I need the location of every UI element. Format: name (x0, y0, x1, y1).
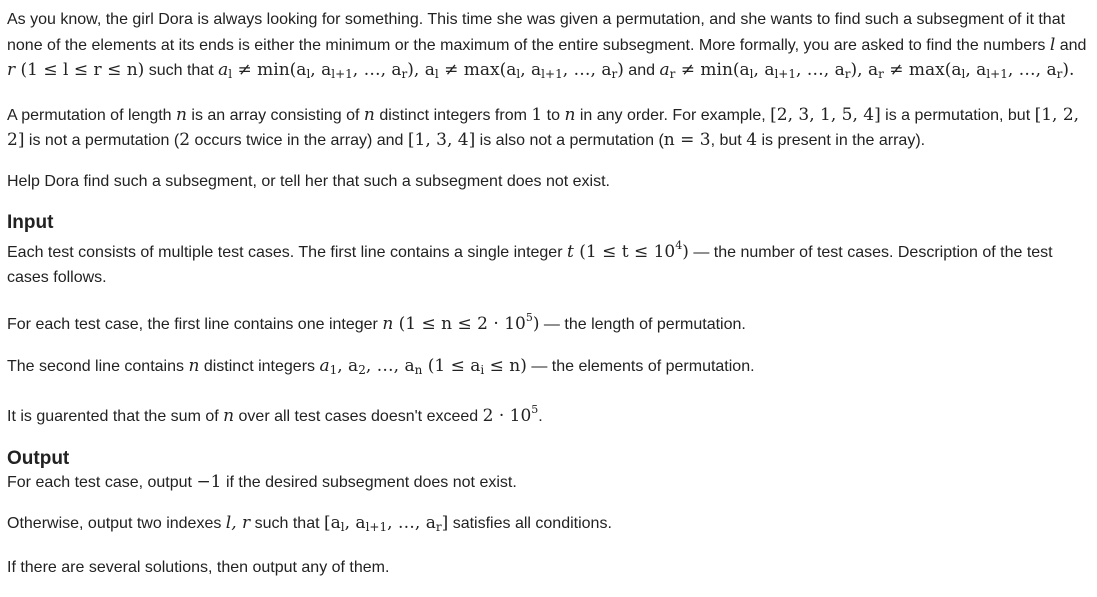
input-paragraph-4: It is guarented that the sum of n over all test cases doesn't exceed $2 \cdot 10^5$. (7, 403, 543, 426)
statement-paragraph-3: Help Dora find such a subsegment, or tell her that such a subsegment does not exist. (7, 172, 610, 190)
statement-paragraph-2: A permutation of length n is an array consisting of n distinct integers from 1 to n in any order. For example, [2, 3, 1, 5, 4] is a permutation, but [1, 2, 2] is not a permutation (2 occurs twice in the array) and [1, 3, 4] is also not a permutation (n = 3, but 4 is present in the array). (7, 104, 1080, 150)
input-paragraph-1: Each test consists of multiple test cases. The first line contains a single integer t $(1 \le t \le 10^4)$ — the number of test cases. Description of the test cases follows. (7, 239, 1053, 286)
output-heading: Output (7, 447, 70, 469)
input-paragraph-2: For each test case, the first line contains one integer n $(1 \le n \le 2 \cdot 10^5)$ — the length of permutation. (7, 311, 746, 334)
input-heading: Input (7, 212, 54, 233)
text: and (1055, 36, 1087, 54)
text: and (623, 62, 655, 79)
text: As you know, the girl Dora is always looking for something. This time she was given a permutation, and she wants to find such a subsegment of it that none of the elements at its ends is either the minimum or the maximum of the entire subsegment. More formally, you are asked to find the numbers (7, 11, 1066, 54)
math-r: r (7, 60, 16, 80)
text: such that (144, 62, 219, 79)
math-l: l (1049, 34, 1056, 55)
output-paragraph-2: Otherwise, output two indexes l, r such that [$a_l$, $a_{l+1}$, …, $a_r$] satisfies all conditions. (7, 513, 612, 534)
math-formula-1: $a_l \ne \min(a_l$, $a_{l+1}$, …, $a_r$), $a_l \ne \max(a_l$, $a_{l+1}$, …, $a_r$) (218, 60, 624, 81)
math-formula-2: $a_r \ne \min(a_l$, $a_{l+1}$, …, $a_r$), $a_r \ne \max(a_l$, $a_{l+1}$, …, $a_r$). (659, 60, 1075, 81)
output-paragraph-3: If there are several solutions, then output any of them. (7, 558, 390, 576)
statement-paragraph-1 (7, 8, 1089, 87)
output-paragraph-1: For each test case, output −1 if the desired subsegment does not exist. (7, 471, 517, 492)
input-paragraph-3: The second line contains n distinct integers $a_1$, $a_2$, …, $a_n$ $(1 \le a_i \le n)$ — the elements of permutation. (7, 355, 755, 377)
math-condition: (1 ≤ l ≤ r ≤ n) (15, 60, 145, 80)
